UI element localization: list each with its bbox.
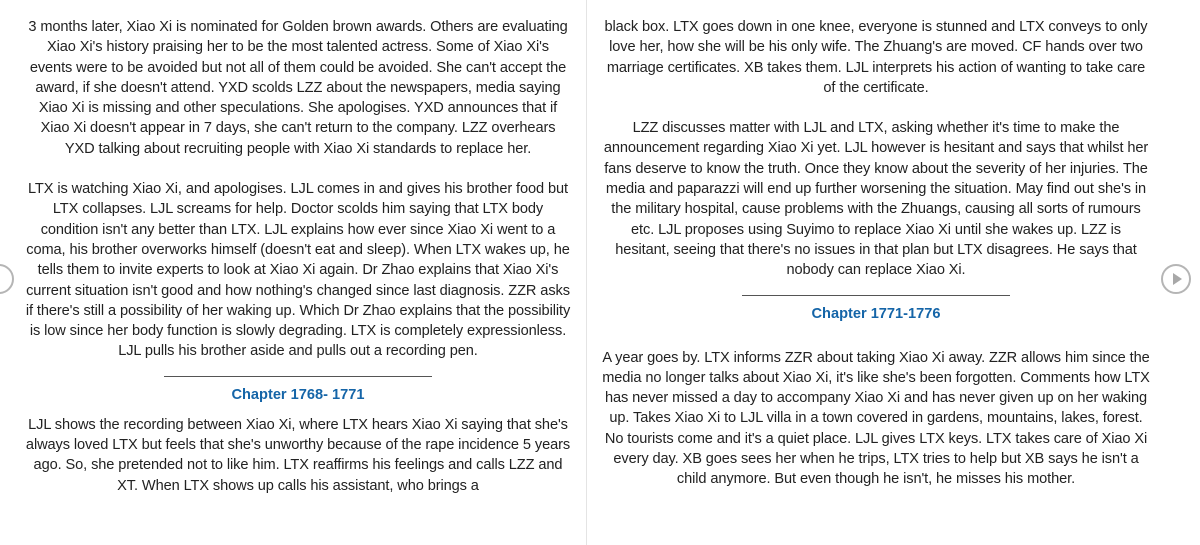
right-paragraph-1: black box. LTX goes down in one knee, everyone is stunned and LTX conveys to only love her, how she will be his only wife. The Zhuang's are moved. CF hands over two marriage certificates. XB takes them. LJL interprets his action of wanting to take care of the certificate. <box>604 19 1148 96</box>
page-gutter <box>586 0 587 545</box>
chapter-heading: Chapter 1771-1776 <box>811 305 941 322</box>
right-paragraph-3: A year goes by. LTX informs ZZR about taking Xiao Xi away. ZZR allows him since the media no longer talks about Xiao Xi, it's like she's been forgotten. Comments how LTX has never missed a day to accompany Xiao Xi and has never given up on her waking up. Takes Xiao Xi to LJL villa in a town covered in gardens, mountains, lakes, forest. No tourists come and it's a quiet place. LJL gives LTX keys. LTX takes care of Xiao Xi every day. XB goes sees her when he trips, LTX tries to help but XB says he isn't a child anymore. But even though he isn't, he misses his mother. <box>602 349 1150 488</box>
chapter-divider <box>164 376 432 377</box>
right-paragraph-2: LZZ discusses matter with LJL and LTX, asking whether it's time to make the announcement regarding Xiao Xi yet. LJL however is hesitant and says that whilst her fans deserve to know the truth. Once they know about the severity of her injuries. The media and paparazzi will end up further worsening the situation. May find out she's in the military hospital, cause problems with the Zhuangs, causing all sorts of rumours etc. LJL proposes using Suyimo to replace Xiao Xi until she wakes up. LZZ is hesitant, seeing that there's no issues in that plan but LTX disagrees. He says that nobody can replace Xiao Xi. <box>603 120 1149 279</box>
chapter-divider <box>742 295 1010 296</box>
play-right-icon <box>1173 273 1182 285</box>
right-page <box>602 0 1150 545</box>
chapter-heading: Chapter 1768- 1771 <box>231 386 365 403</box>
left-paragraph-3: LJL shows the recording between Xiao Xi, where LTX hears Xiao Xi saying that she's always loved LTX but feels that she's unworthy because of the rape incidence 5 years ago. So, she pretended not to like him. LTX reaffirms his feelings and calls LZZ and XT. When LTX shows up calls his assistant, who brings a <box>25 416 571 494</box>
left-paragraph-1: 3 months later, Xiao Xi is nominated for Golden brown awards. Others are evaluating Xiao Xi's history praising her to be the most talented actress. Some of Xiao Xi's events were to be avoided but not all of them could be avoided. She can't accept the award, if she doesn't attend. YXD scolds LZZ about the newspapers, media saying Xiao Xi is missing and other speculations. She apologises. YXD announces that if Xiao Xi doesn't appear in 7 days, she can't return to the company. LZZ overhears YXD talking about recruiting people with Xiao Xi standards to replace her. <box>28 19 568 157</box>
next-page-button[interactable] <box>1161 264 1191 294</box>
left-page <box>20 0 576 545</box>
previous-page-button[interactable] <box>0 264 14 294</box>
left-paragraph-2: LTX is watching Xiao Xi, and apologises. LJL comes in and gives his brother food but LTX collapses. LJL screams for help. Doctor scolds him saying that LTX body condition isn't any better than LTX. LJL explains how ever since Xiao Xi went to a coma, his brother overworks himself (doesn't eat and sleep). When LTX wakes up, he tells them to invite experts to look at Xiao Xi again. Dr Zhao explains that Xiao Xi's current situation isn't good and how nothing's changed since last diagnosis. ZZR asks if there's still a possibility of her waking up. Which Dr Zhao explains that the possibility is low since her body function is slowly degrading. LTX is completely expressionless. LJL pulls his brother aside and pulls out a recording pen. <box>25 181 571 360</box>
